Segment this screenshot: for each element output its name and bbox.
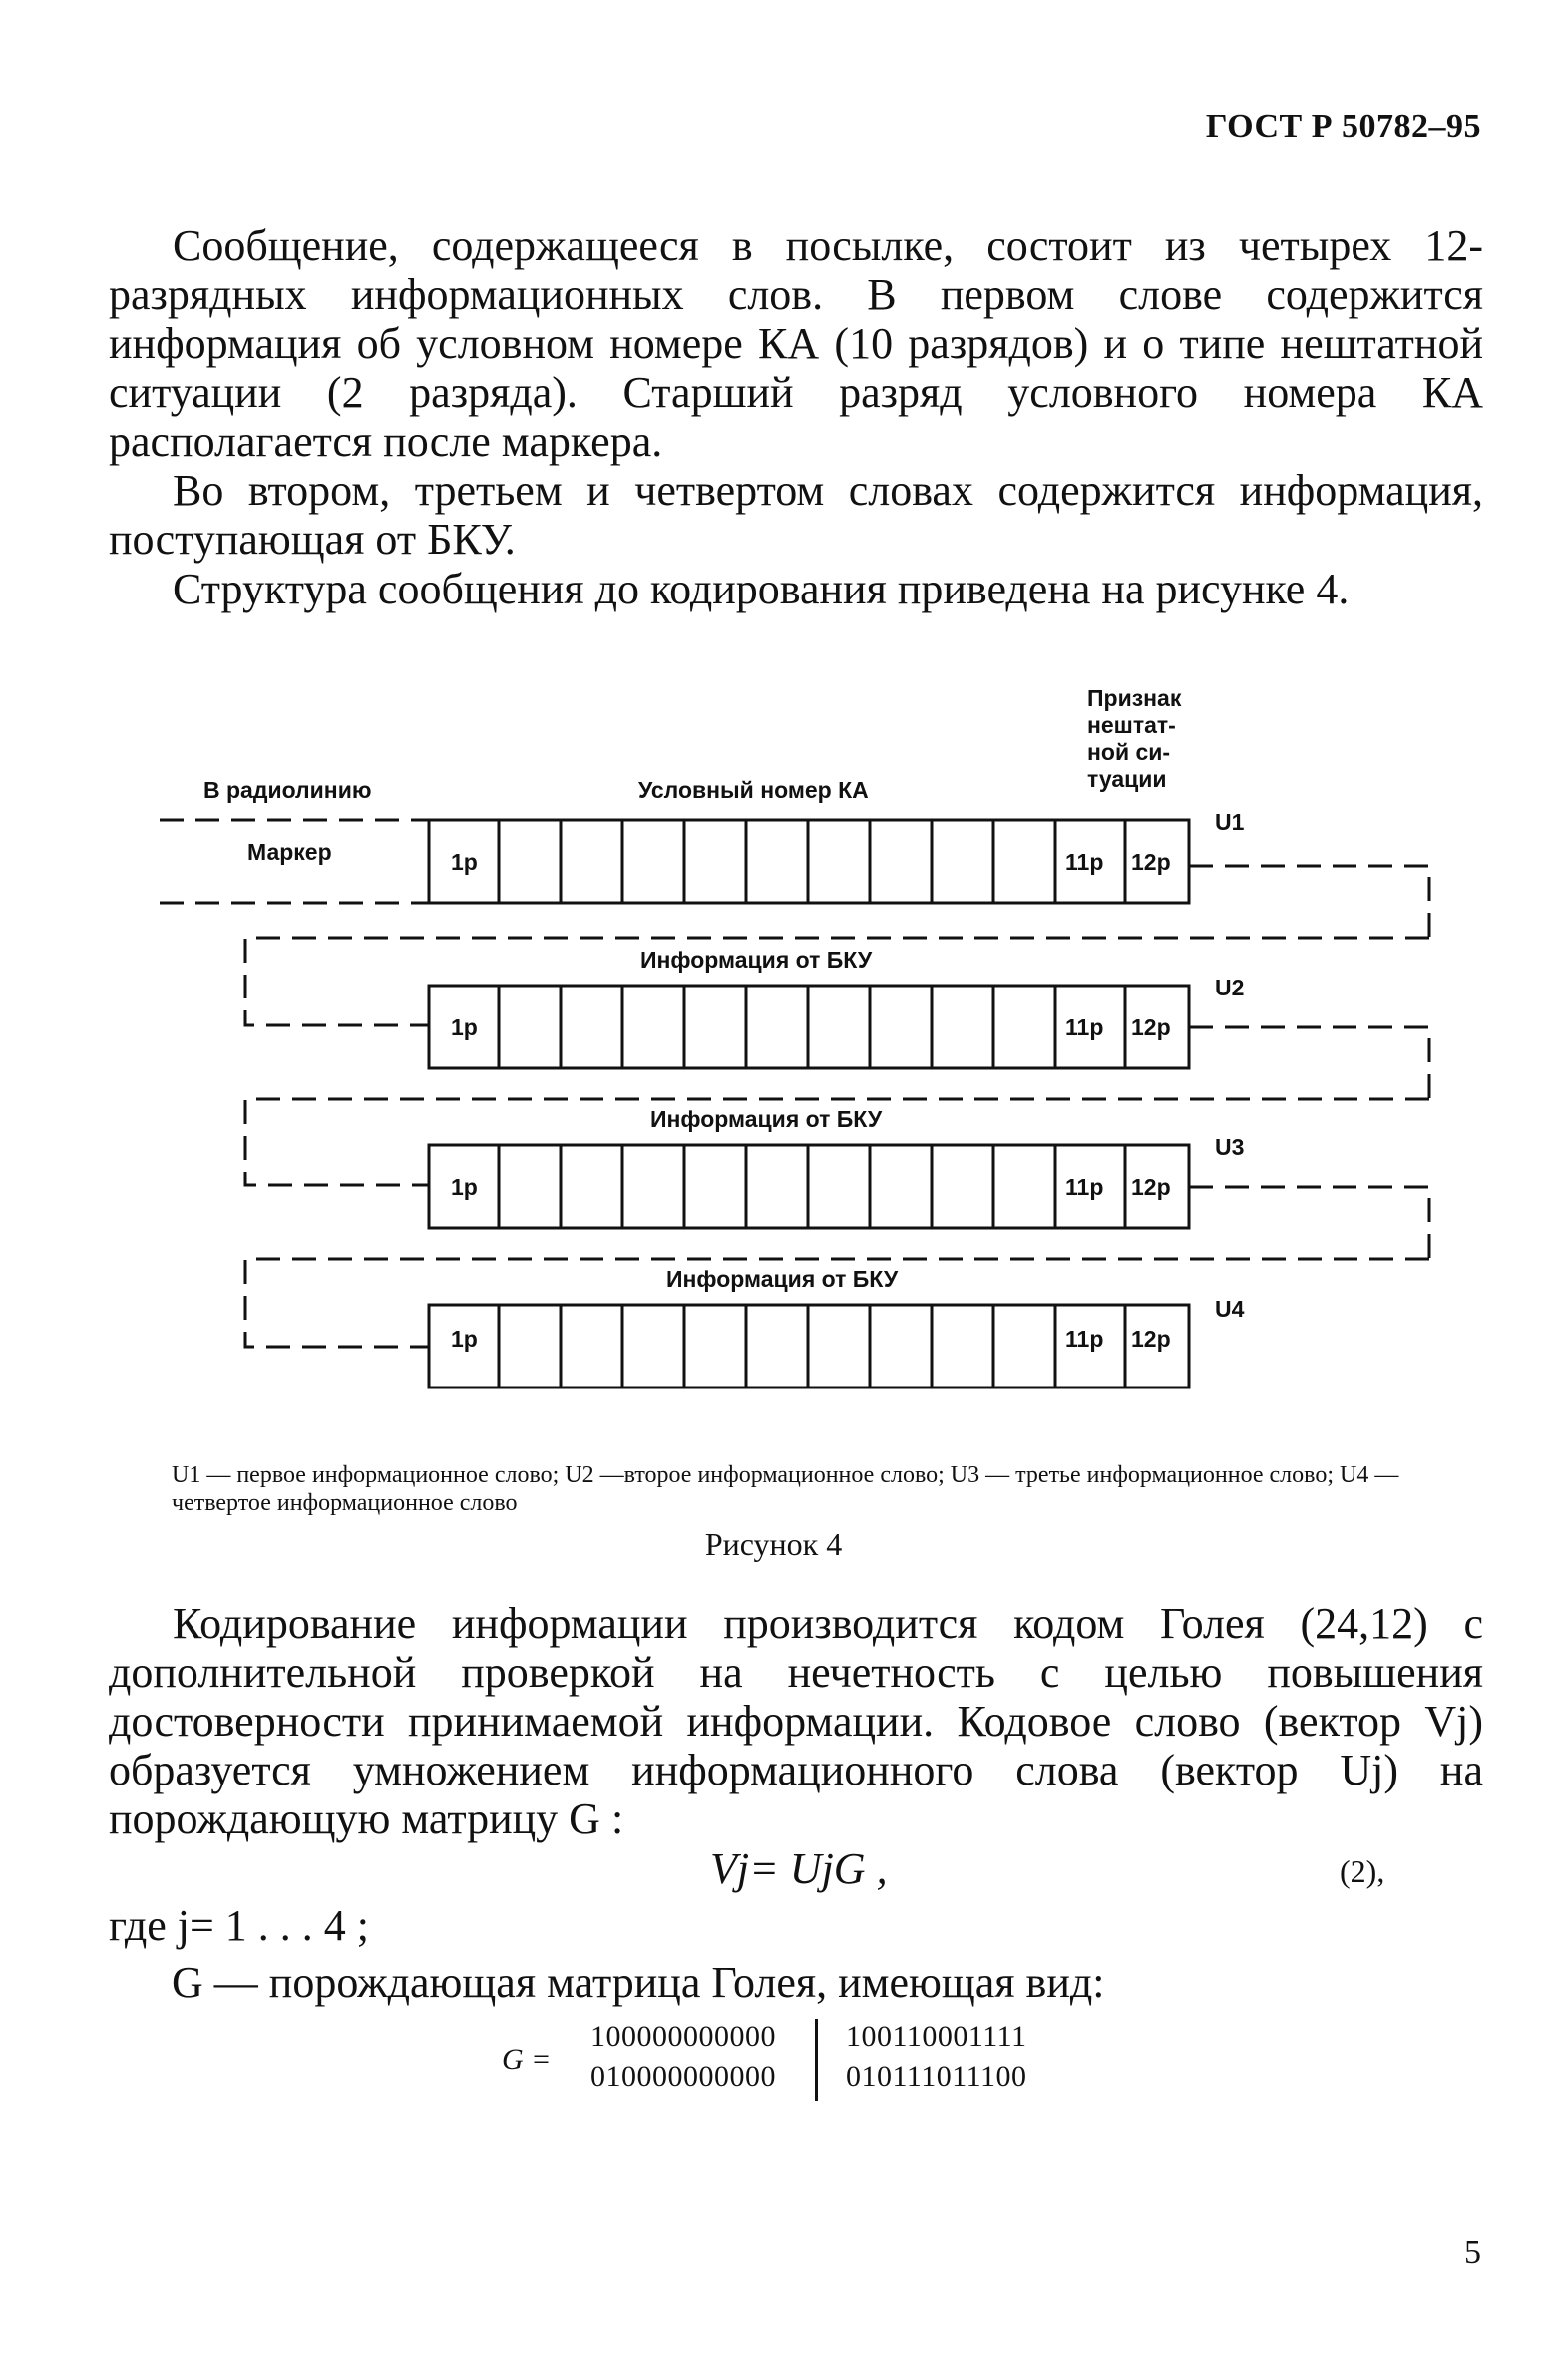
where-line: где j= 1 . . . 4 ; — [109, 1901, 370, 1950]
row-2-cells — [499, 986, 1125, 1068]
paragraph-2-text: Во втором, третьем и четвертом словах содержится информация, поступающая от БКУ. — [109, 466, 1483, 564]
label-radio: В радиолинию — [203, 777, 372, 803]
word-u3: U3 — [1215, 1134, 1245, 1160]
matrix-label: G = — [502, 2043, 552, 2076]
cell-12p: 12р — [1131, 1174, 1171, 1200]
cell-11p: 11р — [1065, 1326, 1104, 1352]
equation-number: (2), — [1340, 1853, 1385, 1889]
paragraph-coding-text: Кодирование информации производится кодом Голея (24,12) с дополнительной проверкой на нечетность с целью повышения достоверности принимаемой информации. Кодовое слово (вектор Vj) образуется умножением информационного слова (вектор Uj) на порождающую матрицу G : — [109, 1599, 1483, 1843]
figure-title: Рисунок 4 — [704, 1526, 843, 1562]
paragraph-coding — [109, 1599, 1483, 1843]
label-sign-4: туации — [1087, 766, 1167, 792]
cell-12p: 12р — [1131, 849, 1171, 875]
paragraph-1-text: Сообщение, содержащееся в посылке, состоит из четырех 12-разрядных информационных слов. В первом слове содержится информация об условном номере КА (10 разрядов) и о типе нештатной ситуации (2 разряда). Старший разряд условного номера КА располагается после маркера. — [109, 221, 1483, 466]
matrix-right-columns — [846, 2017, 1027, 2097]
cell-12p: 12р — [1131, 1014, 1171, 1040]
matrix-left-row: 010000000000 — [590, 2060, 776, 2093]
cell-12p: 12р — [1131, 1326, 1171, 1352]
equation: Vj= UjG , — [710, 1844, 888, 1893]
figure-caption: U1 — первое информационное слово; U2 —второе информационное слово; U3 — третье информационное слово; U4 — четвертое информационное слово — [172, 1462, 1399, 1516]
g-definition: G — порождающая матрица Голея, имеющая вид: — [172, 1958, 1105, 2007]
row-3-cells — [499, 1145, 1125, 1228]
matrix-left-row: 100000000000 — [590, 2020, 776, 2053]
matrix-right-row: 010111011100 — [846, 2060, 1027, 2093]
label-info-2: Информация от БКУ — [650, 1106, 883, 1132]
row-1-cells — [499, 820, 1125, 903]
cell-11p: 11р — [1065, 1174, 1104, 1200]
word-u2: U2 — [1215, 975, 1245, 1000]
page-number: 5 — [1464, 2234, 1481, 2271]
label-sign-1: Признак — [1087, 685, 1182, 711]
word-u4: U4 — [1215, 1296, 1245, 1322]
cell-1p: 1р — [451, 1326, 478, 1352]
cell-1p: 1р — [451, 1014, 478, 1040]
label-info-1: Информация от БКУ — [640, 947, 873, 973]
cell-11p: 11р — [1065, 849, 1104, 875]
label-info-3: Информация от БКУ — [666, 1266, 899, 1292]
paragraph-3-text: Структура сообщения до кодирования приведена на рисунке 4. — [173, 565, 1350, 613]
word-u1: U1 — [1215, 809, 1245, 835]
label-marker: Маркер — [247, 839, 332, 865]
cell-11p: 11р — [1065, 1014, 1104, 1040]
matrix-right-row: 100110001111 — [846, 2020, 1027, 2053]
document-code: ГОСТ Р 50782–95 — [1205, 108, 1481, 145]
label-sign-2: нештат- — [1087, 712, 1176, 738]
row-4-cells — [499, 1305, 1125, 1388]
matrix-left-columns — [590, 2017, 776, 2097]
cell-1p: 1р — [451, 1174, 478, 1200]
matrix-divider — [815, 2019, 818, 2101]
cell-1p: 1р — [451, 849, 478, 875]
label-sign-3: ной си- — [1087, 739, 1171, 765]
label-number: Условный номер КА — [638, 777, 869, 803]
